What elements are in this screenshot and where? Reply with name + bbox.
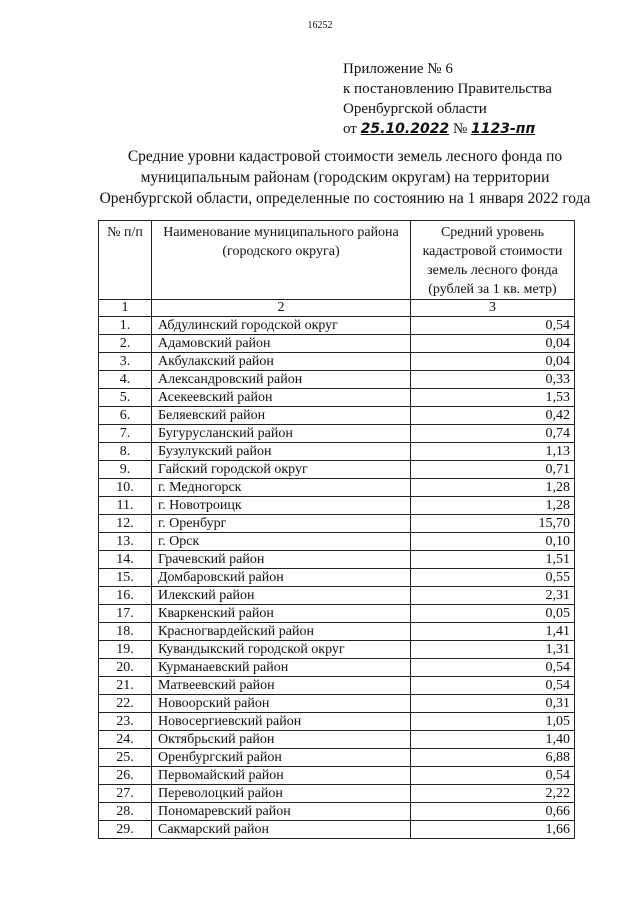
district-name: Красногвардейский район [152, 623, 411, 641]
table-row [99, 515, 575, 533]
appendix-region: Оренбургской области [343, 101, 487, 117]
district-name: Домбаровский район [152, 569, 411, 587]
average-value: 0,05 [411, 605, 575, 623]
table-row [99, 641, 575, 659]
row-number: 16. [99, 587, 152, 605]
appendix-block [343, 59, 552, 139]
number-prefix: № [452, 121, 468, 137]
appendix-title: Приложение № 6 [343, 61, 453, 77]
row-number: 22. [99, 695, 152, 713]
column-number: 2 [152, 300, 411, 317]
district-name: Абдулинский городской округ [152, 317, 411, 335]
row-number: 29. [99, 821, 152, 839]
district-name: Акбулакский район [152, 353, 411, 371]
appendix-date-line [343, 119, 552, 139]
table-row [99, 497, 575, 515]
table-row [99, 569, 575, 587]
average-value: 0,33 [411, 371, 575, 389]
column-number: 3 [411, 300, 575, 317]
row-number: 26. [99, 767, 152, 785]
table-row [99, 389, 575, 407]
district-name: Александровский район [152, 371, 411, 389]
district-name: г. Новотроицк [152, 497, 411, 515]
handwritten-date: 25.10.2022 [360, 121, 450, 137]
average-value: 6,88 [411, 749, 575, 767]
table-header-row [99, 221, 575, 300]
table-row [99, 335, 575, 353]
district-name: Кваркенский район [152, 605, 411, 623]
average-value: 0,54 [411, 677, 575, 695]
average-value: 0,74 [411, 425, 575, 443]
average-value: 0,04 [411, 353, 575, 371]
average-value: 0,10 [411, 533, 575, 551]
district-name: Грачевский район [152, 551, 411, 569]
date-prefix: от [343, 121, 357, 137]
average-value: 2,31 [411, 587, 575, 605]
district-name: Бузулукский район [152, 443, 411, 461]
average-value: 1,28 [411, 479, 575, 497]
district-name: Гайский городской округ [152, 461, 411, 479]
table-row [99, 803, 575, 821]
district-name: г. Оренбург [152, 515, 411, 533]
average-value: 0,54 [411, 317, 575, 335]
table-row [99, 551, 575, 569]
row-number: 21. [99, 677, 152, 695]
table-row [99, 749, 575, 767]
district-name: Новоорский район [152, 695, 411, 713]
table-row [99, 353, 575, 371]
table-row [99, 371, 575, 389]
table-row [99, 713, 575, 731]
title-line-2: муниципальным районам (городским округам) на территории [140, 169, 550, 186]
district-name: Илекский район [152, 587, 411, 605]
row-number: 6. [99, 407, 152, 425]
district-name: г. Орск [152, 533, 411, 551]
row-number: 27. [99, 785, 152, 803]
table-body [99, 317, 575, 839]
table-row [99, 479, 575, 497]
district-name: Беляевский район [152, 407, 411, 425]
handwritten-number: 1123-пп [471, 121, 536, 137]
column-number-row [99, 300, 575, 317]
average-value: 1,31 [411, 641, 575, 659]
row-number: 14. [99, 551, 152, 569]
page-number: 16252 [307, 20, 333, 31]
table-row [99, 587, 575, 605]
average-value: 1,41 [411, 623, 575, 641]
table-row [99, 425, 575, 443]
header-number: № п/п [99, 221, 152, 300]
title-line-3: Оренбургской области, определенные по состоянию на 1 января 2022 года [99, 190, 591, 207]
table-row [99, 767, 575, 785]
column-number: 1 [99, 300, 152, 317]
average-value: 0,31 [411, 695, 575, 713]
table-row [99, 605, 575, 623]
district-name: г. Медногорск [152, 479, 411, 497]
district-name: Сакмарский район [152, 821, 411, 839]
table-row [99, 731, 575, 749]
average-value: 1,40 [411, 731, 575, 749]
row-number: 1. [99, 317, 152, 335]
average-value: 1,53 [411, 389, 575, 407]
district-name: Курманаевский район [152, 659, 411, 677]
row-number: 11. [99, 497, 152, 515]
table-row [99, 407, 575, 425]
average-value: 0,71 [411, 461, 575, 479]
district-name: Асекеевский район [152, 389, 411, 407]
row-number: 25. [99, 749, 152, 767]
header-district-name: Наименование муниципального района (городского округа) [152, 221, 411, 300]
row-number: 19. [99, 641, 152, 659]
header-average-value: Средний уровень кадастровой стоимости земель лесного фонда (рублей за 1 кв. метр) [411, 221, 575, 300]
table-row [99, 461, 575, 479]
district-name: Матвеевский район [152, 677, 411, 695]
district-name: Бугурусланский район [152, 425, 411, 443]
row-number: 23. [99, 713, 152, 731]
average-value: 1,51 [411, 551, 575, 569]
row-number: 4. [99, 371, 152, 389]
row-number: 5. [99, 389, 152, 407]
row-number: 2. [99, 335, 152, 353]
row-number: 13. [99, 533, 152, 551]
district-name: Первомайский район [152, 767, 411, 785]
average-value: 1,05 [411, 713, 575, 731]
district-name: Адамовский район [152, 335, 411, 353]
row-number: 24. [99, 731, 152, 749]
row-number: 12. [99, 515, 152, 533]
cadastral-value-table [98, 220, 575, 839]
table-row [99, 443, 575, 461]
table-row [99, 533, 575, 551]
average-value: 0,54 [411, 659, 575, 677]
table-row [99, 317, 575, 335]
row-number: 28. [99, 803, 152, 821]
row-number: 17. [99, 605, 152, 623]
average-value: 1,28 [411, 497, 575, 515]
average-value: 1,66 [411, 821, 575, 839]
table-row [99, 623, 575, 641]
average-value: 2,22 [411, 785, 575, 803]
row-number: 18. [99, 623, 152, 641]
row-number: 7. [99, 425, 152, 443]
district-name: Кувандыкский городской округ [152, 641, 411, 659]
table-row [99, 695, 575, 713]
average-value: 0,66 [411, 803, 575, 821]
appendix-reference: к постановлению Правительства [343, 81, 552, 97]
title-line-1: Средние уровни кадастровой стоимости земель лесного фонда по [127, 148, 563, 165]
average-value: 0,55 [411, 569, 575, 587]
average-value: 0,42 [411, 407, 575, 425]
average-value: 15,70 [411, 515, 575, 533]
row-number: 9. [99, 461, 152, 479]
table-row [99, 659, 575, 677]
row-number: 10. [99, 479, 152, 497]
average-value: 1,13 [411, 443, 575, 461]
row-number: 3. [99, 353, 152, 371]
average-value: 0,04 [411, 335, 575, 353]
row-number: 20. [99, 659, 152, 677]
district-name: Новосергиевский район [152, 713, 411, 731]
district-name: Октябрьский район [152, 731, 411, 749]
table-row [99, 677, 575, 695]
district-name: Пономаревский район [152, 803, 411, 821]
row-number: 15. [99, 569, 152, 587]
row-number: 8. [99, 443, 152, 461]
document-title [90, 146, 600, 209]
table-row [99, 821, 575, 839]
district-name: Переволоцкий район [152, 785, 411, 803]
district-name: Оренбургский район [152, 749, 411, 767]
table-row [99, 785, 575, 803]
average-value: 0,54 [411, 767, 575, 785]
